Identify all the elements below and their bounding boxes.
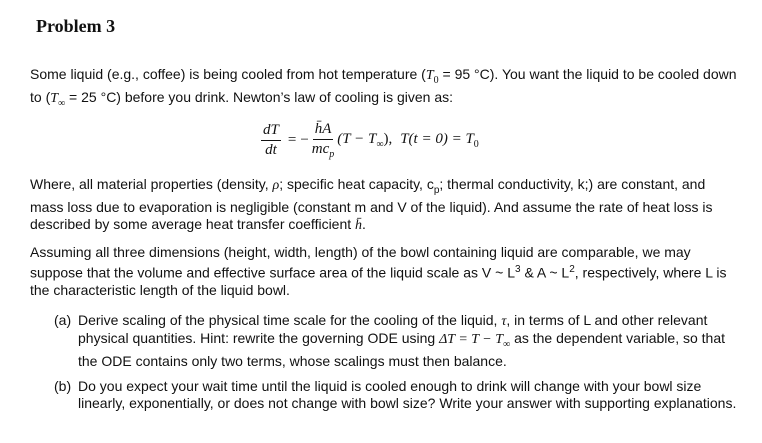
intro-paragraph	[30, 66, 742, 112]
rhs-fraction	[312, 121, 335, 160]
assuming-text-2: & A ~ L	[520, 264, 570, 281]
area-exponent: 2	[569, 264, 575, 275]
lhs-denominator: dt	[265, 141, 277, 158]
paren-subscript: ∞	[376, 138, 384, 150]
part-a-text-1: Derive scaling of the physical time scale for the cooling of the liquid,	[78, 312, 502, 328]
where-paragraph	[30, 176, 742, 234]
delta-t-expression: ΔT = T − T	[439, 332, 504, 347]
temperature-difference	[337, 131, 392, 150]
lhs-numerator: dT	[261, 122, 281, 141]
rho-symbol: ρ	[272, 178, 280, 193]
minus-sign: −	[300, 131, 309, 148]
part-b	[54, 378, 744, 412]
t0-symbol: T	[425, 68, 434, 83]
lhs-fraction	[261, 122, 281, 159]
paren-close: ),	[383, 130, 393, 147]
equals-sign: =	[287, 131, 297, 148]
part-a-text	[78, 312, 744, 370]
where-text-2: ; specific heat capacity, c	[279, 176, 434, 192]
volume-exponent: 3	[515, 264, 521, 275]
initial-condition	[400, 131, 479, 150]
part-b-label: (b)	[54, 378, 72, 394]
assuming-text-3: , respectively, where L is the characteristic length of the liquid bowl.	[30, 264, 727, 298]
intro-text-1: Some liquid (e.g., coffee) is being cooled from hot temperature (	[30, 66, 426, 82]
initial-condition-text: T(t = 0) = T	[400, 130, 474, 147]
hbar-symbol: h̄	[355, 217, 363, 233]
problem-title: Problem 3	[36, 16, 116, 36]
where-text-4: .	[362, 215, 366, 232]
where-text-3: ; thermal conductivity, k;) are constant, and mass loss due to evaporation is negligible (constant m and V of the liquid). And assume the rate of heat loss is described by some average heat transfer coefficient	[30, 176, 713, 232]
part-b-text: Do you expect your wait time until the liquid is cooled enough to drink will change with your bowl size linearly, exponentially, or does not change with bowl size? Write your answer with supporting explanations.	[78, 378, 737, 411]
rhs-denominator-sub: p	[329, 148, 335, 160]
intro-text-2: = 95 °C). You want the liquid to be cooled down to (	[30, 66, 737, 105]
assuming-paragraph	[30, 244, 742, 299]
tinf-subscript: ∞	[58, 97, 66, 109]
rhs-denominator-text: mc	[311, 140, 330, 157]
delta-t-subscript: ∞	[503, 338, 511, 350]
initial-condition-sub: 0	[473, 138, 479, 150]
where-text-1: Where, all material properties (density,	[30, 176, 273, 192]
part-a-label: (a)	[54, 312, 72, 328]
part-a-text-3: as the dependent variable, so that the ODE contains only two terms, whose scalings must then balance.	[78, 330, 726, 369]
rhs-numerator: h̄A	[313, 121, 334, 140]
part-a	[54, 312, 744, 370]
tau-symbol: τ	[501, 314, 507, 329]
cp-subscript: p	[433, 184, 440, 196]
rhs-denominator	[312, 140, 335, 160]
tinf-symbol: T	[50, 90, 59, 106]
paren-text: (T − T	[337, 130, 377, 147]
intro-text-3: = 25 °C) before you drink. Newton’s law of cooling is given as:	[65, 88, 453, 105]
newton-cooling-equation	[258, 118, 479, 162]
assuming-text-1: Assuming all three dimensions (height, width, length) of the bowl containing liquid are comparable, we may suppose that the volume and effective surface area of the liquid scale as V ~ L	[30, 244, 691, 281]
part-a-text-2: , in terms of L and other relevant physical quantities. Hint: rewrite the governing ODE using	[78, 312, 708, 346]
t0-subscript: 0	[433, 74, 439, 86]
